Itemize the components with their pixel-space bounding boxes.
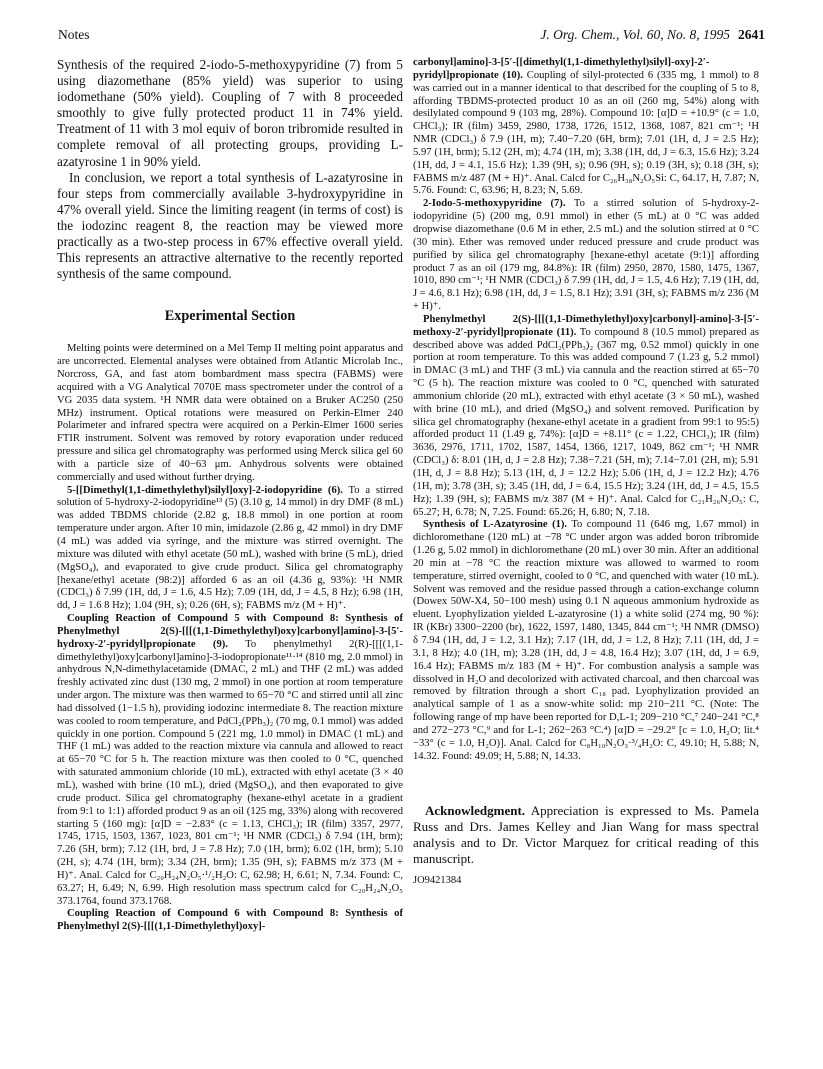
procedure-text: To compound 11 (646 mg, 1.67 mmol) in dichloromethane (120 mL) at −78 °C under argon was added boron tribromide (1.26 g, 5.02 mmol) in dichloromethane (20 mL) over 30 min. After an additional 20 min at −78 °C the reaction mixture was allowed to warmed to room temperature, stirred overnight, cooled to 0 °C, and quenched with water (10 mL). Solvent was removed and the residue passed through a cation-exchange column (Dowex 50W-X4, 50−100 mesh) using 0.1 N aqueous ammonium hydroxide as eluent. Lyophylization yielded L-azatyrosine (1) a white solid (274 mg, 90 %): IR (KBr) 3300−2200 (br), 1622, 1597, 1480, 1345, 844 cm⁻¹; ¹H NMR (DMSO) δ 7.94 (1H, dd, J = 1.2, 3.1 Hz); 7.17 (1H, dd, J = 1.2, 8 Hz); 7.11 (1H, dd, J = 3.1, 8 Hz); 4.0 (1H, m); 3.28 (1H, dd, J = 4.8, 16.4 Hz); 3.07 (1H, dd, J = 6.9, 16.4 Hz); FABMS m/z 183 (M + H)⁺. For combustion analysis a sample was dissolved in H₂O and decolorized with activated charcoal, and then charcoal was removed by filtration through a short C₁₈ pad. Lyophylization provided an analytical sample of 1 as a snow-white solid: mp 210−211 °C. (Note: The following range of mp have been reported for D,L-1; 209−210 °C,⁷ 240−241 °C,⁸ and 272−273 °C,⁹ and for L-1; 262−263 °C.⁴) [α]D = −29.2° [c = 1.0, H₂O; lit.⁴ −33° (c = 1.0, H₂O)]. Anal. Calcd for C₈H₁₀N₂O₃·³/₄H₂O: C, 49.10; H, 5.88; N, 14.32. Found: 49.09; H, 5.88; N, 14.33. <box>413 519 759 762</box>
procedure-heading: Synthesis of L-Azatyrosine (1). <box>423 519 568 531</box>
right-column <box>413 57 759 886</box>
procedure-heading: 2-Iodo-5-methoxypyridine (7). <box>423 198 566 210</box>
procedure-text: To a stirred solution of 5-hydroxy-2-iodopyridine¹³ (5) (3.10 g, 14 mmol) in dry DMF (8 mL) was added TBDMS chloride (2.82 g, 18.8 mmol) in one portion at room temperature under argon. After 10 min, imidazole (2.86 g, 42 mmol) in dry DMF (4 mL) was added via syringe, and the mixture was stirred overnight. The mixture was diluted with ethyl acetate (50 mL), washed with brine (5 mL), dried (MgSO₄), and evaporated to give crude product. Silica gel chromatography [hexane/ethyl acetate (98:2)] afforded 6 as an oil (4.36 g, 93%): ¹H NMR (CDCl₃) δ 7.99 (1H, dd, J = 1.6, 4.5 Hz); 7.09 (1H, dd, J = 4.5, 8 Hz); 6.98 (1H, dd, J = 1.6 8 Hz); 1.04 (9H, s); 0.26 (6H, s); FABMS m/z (M + H)⁺. <box>57 484 403 612</box>
procedure-compound-11 <box>413 314 759 520</box>
procedure-compound-9 <box>57 613 403 908</box>
procedure-compound-7 <box>413 198 759 314</box>
procedure-text: To a stirred solution of 5-hydroxy-2-iodopyridine (5) (200 mg, 0.91 mmol) in ether (5 mL) at 0 °C was added dropwise diazomethane (0.6 M in ether, 2.5 mL) and the solution stirred at 0 °C (30 min). Ether was removed under reduced pressure and crude product was purified by silica gel chromatography [hexane-ethyl acetate (9:1)] affording product 7 as an oil (179 mg, 84.8%): IR (film) 2950, 2870, 1580, 1475, 1367, 1010, 890 cm⁻¹; ¹H NMR (CDCl₃) δ 7.99 (1H, dd, J = 1.5, 4.6 Hz); 7.19 (1H, dd, J = 4.6, 8.1 Hz); 6.98 (1H, dd, J = 1.5, 8.1 Hz); 3.91 (3H, s); FABMS m/z 236 (M + H)⁺. <box>413 198 759 313</box>
procedure-text: To phenylmethyl 2(R)-[[[(1,1-dimethylethyl)oxy]carbonyl]amino]-3-iodopropionate¹¹·¹⁴ (810 mg, 2.0 mmol) in anhydrous N,N-dimethylacetamide (DMAC, 2 mL) and THF (2 mL) was added freshly activated zinc dust (130 mg, 2 mmol) in one portion at room temperature under argon. The mixture was then warmed to 65−70 °C and stirred until all zinc had dissolved (1−1.5 h), providing iodozinc intermediate 8. The reaction mixture was cooled to room temperature, and PdCl₂(PPh₃)₂ (70 mg, 0.1 mmol) was added quickly in one portion. Compound 5 (221 mg, 1.0 mmol) in DMAC (1 mL) and THF (1 mL) was added to the reaction mixture via cannula and allowed to react at 65−70 °C for 5 h. The reaction mixture was then cooled to 0 °C, quenched with saturated ammonium chloride (10 mL), extracted with ethyl acetate (3 × 40 mL), washed with brine (10 mL), dried (MgSO₄), and then evaporated to give crude product. Silica gel chromatography (hexane-ethyl acetate in a gradient from 9:1 to 1:1) afforded product 9 as an oil (125 mg, 33%) along with recovered starting 5 (160 mg): [α]D = −2.83° (c = 1.13, CHCl₃); IR (film) 3357, 2977, 1745, 1715, 1503, 1367, 1023, 801 cm⁻¹; ¹H NMR (CDCl₃) δ 7.94 (1H, brm); 7.26 (5H, brm); 7.12 (1H, brd, J = 7.8 Hz); 7.0 (1H, brm); 6.02 (1H, brm); 5.10 (2H, s); 4.74 (1H, brm); 3.34 (2H, brm); 1.35 (9H, s); FABMS m/z 373 (M + H)⁺. Anal. Calcd for C₂₀H₂₄N₂O₅·¹/₂H₂O: C, 62.98; H, 6.61; N, 7.34. Found: C, 63.27; H, 6.49; N, 6.99. High resolution mass spectrum calcd for C₂₀H₂₄N₂O₅ 373.1764, found 373.1768. <box>57 638 403 907</box>
procedure-text: To compound 8 (10.5 mmol) prepared as described above was added PdCl₂(PPh₃)₂ (367 mg, 0.52 mmol) quickly in one portion at room temperature. To this was added compound 7 (1.23 g, 5.2 mmol) in DMAC (3 mL) and THF (3 mL) via cannula and the reaction stirred at 65−70 °C (5 h). The reaction mixture was cooled to 0 °C, quenched with saturated ammonium chloride (20 mL), extracted with ethyl acetate (3 × 50 mL), washed with brine (10 mL), and dried (MgSO₄) and solvent removed. Purification by silica gel chromatography (hexane-ethyl acetate in a gradient from 99:1 to 95:5) afforded product 11 (1.49 g, 74%): [α]D = +8.11° (c = 1.22, CHCl₃); IR (film) 3636, 2976, 1711, 1702, 1587, 1454, 1366, 1217, 1049, 862 cm⁻¹; ¹H NMR (CDCl₃) δ: 8.01 (1H, d, J = 2.8 Hz); 7.38−7.21 (5H, m); 7.14−7.01 (2H, m); 5.91 (1H, d, J = 8.8 Hz); 5.13 (1H, d, J = 12.2 Hz); 5.06 (1H, d, J = 12.2 Hz); 4.76 (1H, m); 3.78 (3H, s); 3.45 (1H, dd, J = 6.4, 15.5 Hz); 3.24 (1H, dd, J = 4.5, 15.5 Hz); 1.39 (9H, s); FABMS m/z 387 (M + H)⁺. Anal. Calcd for C₂₁H₂₆N₂O₅: C, 65.27; H, 6.78; N, 7.25. Found: 65.26; H, 6.80; N, 7.18. <box>413 326 759 518</box>
page-header <box>58 27 765 45</box>
procedure-heading: Coupling Reaction of Compound 5 with Compound 8: Synthesis of Phenylmethyl 2(S)-[[[(1,1-Dimethylethyl)oxy]carbonyl]amino]-3-[5′-hydroxy-2′-pyridyl]propionate (9). <box>57 613 403 650</box>
page-number: 2641 <box>738 27 765 42</box>
section-title-experimental: Experimental Section <box>164 308 296 325</box>
paragraph-conclusion: In conclusion, we report a total synthesis of L-azatyrosine in four steps from commercially available 3-hydroxypyridine in 47% overall yield. Since the limiting reagent (in terms of cost) is the iodozinc reagent 8, the reaction may be viewed more practically as a two-step process in 67% effective overall yield. This represents an attractive alternative to the recently reported synthesis of the same compound. <box>57 169 403 282</box>
journal-name: J. Org. Chem., Vol. 60, No. 8, 1995 <box>540 27 730 42</box>
paragraph-synthesis-7: Synthesis of the required 2-iodo-5-methoxypyridine (7) from 5 using diazomethane (85% yield) was superior to using iodomethane (50% yield). Coupling of 7 with 8 proceeded smoothly to give fully protected product 11 in 74% yield. Treatment of 11 with 3 mol equiv of boron tribromide resulted in complete removal of all protecting groups, providing L-azatyrosine 1 in 90% yield. <box>57 57 403 169</box>
procedure-heading: Phenylmethyl 2(S)-[[[(1,1-Dimethylethyl)oxy]carbonyl]-amino]-3-[5′-methoxy-2′-pyridyl]propionate (11). <box>413 313 759 338</box>
procedure-heading: carbonyl]amino]-3-[5′-[[dimethyl(1,1-dimethylethyl)silyl]-oxy]-2′-pyridyl]propionate (10). <box>413 57 710 81</box>
journal-citation <box>540 27 765 43</box>
procedure-compound-10-heading <box>57 908 403 934</box>
procedure-compound-10 <box>413 57 759 198</box>
acknowledgment <box>413 803 759 867</box>
manuscript-code: JO9421384 <box>413 875 462 887</box>
procedure-compound-6 <box>57 485 403 613</box>
acknowledgment-text: Appreciation is expressed to Ms. Pamela Russ and Drs. James Kelley and Jian Wang for mass spectral analysis and to Dr. Victor Marquez for critical reading of this manuscript. <box>413 803 759 867</box>
procedure-text: Coupling of silyl-protected 6 (335 mg, 1 mmol) to 8 was carried out in a manner identical to that described for the coupling of 5 to 8, affording TBDMS-protected product 10 as an oil (260 mg, 54%) along with desilylated compound 9 (103 mg, 28%). Compound 10: [α]D = +10.9° (c = 1.0, CHCl₃); IR (film) 3459, 2980, 1738, 1726, 1512, 1368, 1087, 821 cm⁻¹; ¹H NMR (CDCl₃) δ 7.9 (1H, m); 7.40−7.20 (6H, brm); 7.01 (1H, d, J = 2.5 Hz); 5.97 (1H, brm); 5.12 (2H, m); 4.74 (1H, m); 3.38 (1H, dd, J = 6.3, 15.6 Hz); 3.24 (1H, dd, J = 4.1, 15.6 Hz); 1.39 (9H, s); 0.96 (9H, s); 0.19 (3H, s); 0.18 (3H, s); FABMS m/z 487 (M + H)⁺. Anal. Calcd for C₂₆H₃₈N₂O₅Si: C, 64.17, H, 7.87; N, 5.76. Found: C, 63.96; H, 8.23; N, 5.69. <box>413 69 759 197</box>
procedure-heading: 5-[[Dimethyl(1,1-dimethylethyl)silyl]oxy]-2-iodopyridine (6). <box>67 484 343 496</box>
section-label: Notes <box>58 27 90 42</box>
paragraph-general-methods: Melting points were determined on a Mel Temp II melting point apparatus and are uncorrected. Elemental analyses were obtained from Atlantic Microlab Inc., Norcross, GA, and fast atom bombardment mass spectra (FABMS) were acquired with a VG Analytical 7070E mass spectrometer under the control of a VG 2035 data system. ¹H NMR data were obtained on a Bruker AC250 (250 MHz) instrument. Optical rotations were measured on Perkin-Elmer 240 Polarimeter and infrared spectra were acquired on a Perkin-Elmer 1600 series FTIR instrument. Solvent was removed by rotory evaporation under reduced pressure and silica gel chromatography was performed using Merck silica gel 60 with a particle size of 40−63 μm. Anhydrous solvents were obtained commercially and used without further drying. <box>57 343 403 483</box>
acknowledgment-heading: Acknowledgment. <box>425 803 526 819</box>
left-column <box>57 57 403 934</box>
procedure-azatyrosine <box>413 519 759 763</box>
procedure-heading: Coupling Reaction of Compound 6 with Compound 8: Synthesis of Phenylmethyl 2(S)-[[[(1,1-Dimethylethyl)oxy]- <box>57 908 403 933</box>
